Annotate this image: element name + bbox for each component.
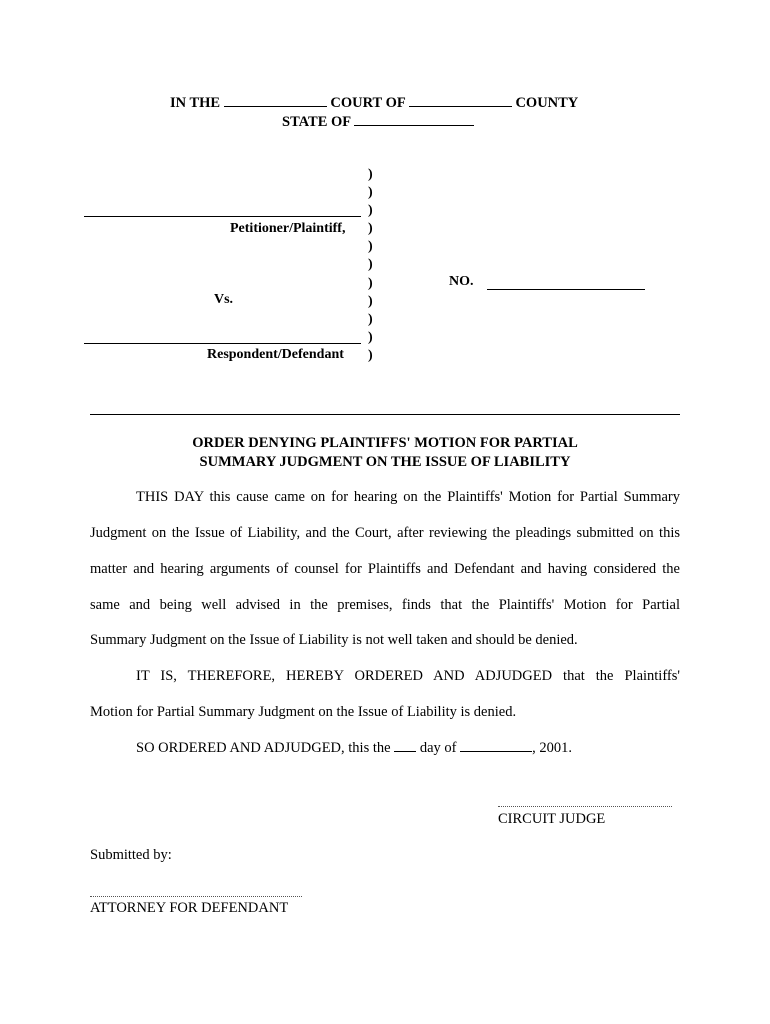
body-line: same and being well advised in the premises, finds that the Plaintiffs' Motion for Partial <box>90 597 680 613</box>
case-number-label: NO. <box>449 274 474 289</box>
body-line: THIS DAY this cause came on for hearing on the Plaintiffs' Motion for Partial Summary <box>136 489 680 505</box>
body-line: Summary Judgment on the Issue of Liability is not well taken and should be denied. <box>90 632 578 648</box>
body-line: IT IS, THEREFORE, HEREBY ORDERED AND ADJUDGED that the Plaintiffs' <box>136 668 680 684</box>
respondent-label: Respondent/Defendant <box>207 347 344 362</box>
judge-label: CIRCUIT JUDGE <box>498 811 606 827</box>
paren: ) <box>368 221 373 237</box>
county-label: COUNTY <box>515 95 579 111</box>
judge-signature-line <box>498 806 672 807</box>
year-text: , 2001. <box>532 740 572 756</box>
paren: ) <box>368 275 373 291</box>
day-blank <box>394 739 416 752</box>
paren: ) <box>368 185 373 201</box>
paren: ) <box>368 347 373 363</box>
order-title-line-2: SUMMARY JUDGMENT ON THE ISSUE OF LIABILITY <box>199 454 571 470</box>
court-name-blank <box>224 94 327 107</box>
in-the-label: IN THE <box>170 95 221 111</box>
state-of-label: STATE OF <box>282 114 351 130</box>
body-line: matter and hearing arguments of counsel for Plaintiffs and Defendant and having considered the <box>90 561 680 577</box>
paren: ) <box>368 329 373 345</box>
body-line: Motion for Partial Summary Judgment on the Issue of Liability is denied. <box>90 704 517 720</box>
paren: ) <box>368 311 373 327</box>
county-name-blank <box>409 94 512 107</box>
paren: ) <box>368 167 373 182</box>
day-of-text: day of <box>419 740 457 756</box>
respondent-name-line <box>84 343 361 344</box>
submitted-by-label: Submitted by: <box>90 847 172 863</box>
caption-parentheses <box>368 166 373 365</box>
state-name-blank <box>354 113 474 126</box>
paren: ) <box>368 293 373 309</box>
body-line: Judgment on the Issue of Liability, and the Court, after reviewing the pleadings submitted on this <box>90 525 680 541</box>
court-of-label: COURT OF <box>330 95 406 111</box>
paren: ) <box>368 203 373 219</box>
attorney-label: ATTORNEY FOR DEFENDANT <box>90 900 289 916</box>
paren: ) <box>368 257 373 273</box>
case-number-line <box>487 289 645 290</box>
state-line <box>282 113 474 131</box>
court-caption <box>170 94 578 112</box>
vs-label: Vs. <box>214 292 234 307</box>
attorney-signature-line <box>90 896 302 897</box>
so-ordered-line <box>136 739 572 757</box>
so-ordered-text: SO ORDERED AND ADJUDGED, this the <box>136 740 391 756</box>
petitioner-label: Petitioner/Plaintiff, <box>230 221 346 236</box>
caption-divider <box>90 414 680 415</box>
month-blank <box>460 739 532 752</box>
order-title-line-1: ORDER DENYING PLAINTIFFS' MOTION FOR PARTIAL <box>192 435 578 451</box>
paren: ) <box>368 239 373 255</box>
petitioner-name-line <box>84 216 361 217</box>
